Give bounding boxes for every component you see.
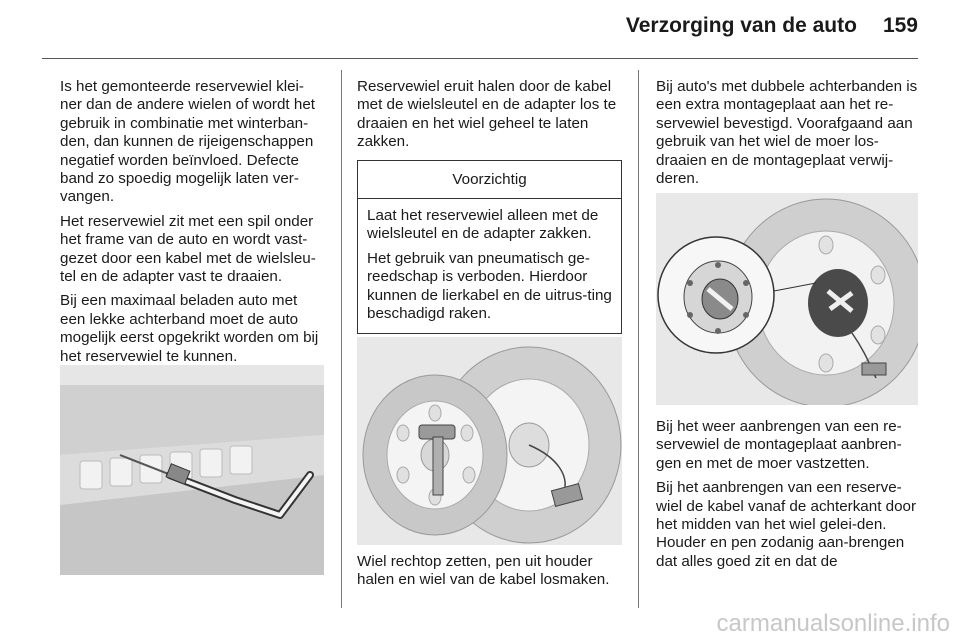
- column-3: [656, 78, 921, 194]
- illustration-wheel-crank: [60, 365, 324, 575]
- paragraph: Bij een maximaal beladen auto met een lekke achterband moet de auto mogelijk eerst opgekrikt worden om bij het reservewiel te kunnen.: [60, 292, 319, 365]
- column-3-lower: [656, 418, 922, 577]
- illustration-wheel-pin: [357, 337, 622, 545]
- warning-paragraph: Laat het reservewiel alleen met de wielsleutel en de adapter zakken.: [367, 207, 599, 243]
- header-rule: [42, 58, 918, 59]
- warning-title: Voorzichtig: [358, 161, 621, 199]
- warning-body: [358, 199, 621, 333]
- wheel-pin-drawing: [357, 337, 622, 545]
- crank-drawing: [60, 365, 324, 575]
- column-divider: [341, 70, 342, 608]
- paragraph: Bij auto's met dubbele achterbanden is een extra montageplaat aan het re-servewiel bevestigd. Voorafgaand aan gebruik van het wiel de moer los-draaien en de montageplaat verwij-deren.: [656, 78, 918, 188]
- section-title: Verzorging van de auto: [625, 14, 857, 37]
- caption-block: [357, 553, 627, 596]
- page-header: [626, 14, 918, 38]
- mounting-plate-drawing: [656, 193, 918, 405]
- paragraph: Bij het aanbrengen van een reserve-wiel de kabel vanaf de achterkant door het midden van het wiel gelei-den. Houder en pen zodanig aan-brengen dat alles goed zit en dat de: [656, 479, 917, 570]
- paragraph: Het reservewiel zit met een spil onder het frame van de auto en wordt vast-gezet door een kabel met de wielsleu-tel en de adapter vast te draaien.: [60, 212, 316, 286]
- column-2: [357, 78, 622, 334]
- caption: Wiel rechtop zetten, pen uit houder halen en wiel van de kabel losmaken.: [357, 553, 610, 589]
- paragraph: Is het gemonteerde reservewiel klei-ner dan de andere wielen of wordt het gebruik in combinatie met winterban-den, dan kunnen de rijeigenschappen negatief worden beïnvloed. Defecte band zo spoedig mogelijk laten ver-vangen.: [60, 78, 315, 206]
- paragraph: Bij het weer aanbrengen van een re-servewiel de montageplaat aanbren-gen en met de moer vastzetten.: [656, 418, 902, 472]
- watermark: carmanualsonline.info: [716, 610, 950, 637]
- page-number: 159: [882, 14, 918, 37]
- warning-box: [357, 160, 622, 335]
- warning-paragraph: Het gebruik van pneumatisch ge-reedschap is verboden. Hierdoor kunnen de lierkabel en de uitrus-ting beschadigd raken.: [367, 249, 612, 323]
- column-1: [60, 78, 324, 372]
- illustration-mounting-plate: [656, 193, 918, 405]
- column-divider: [638, 70, 639, 608]
- paragraph: Reservewiel eruit halen door de kabel met de wielsleutel en de adapter los te draaien en het wiel geheel te laten zakken.: [357, 78, 617, 151]
